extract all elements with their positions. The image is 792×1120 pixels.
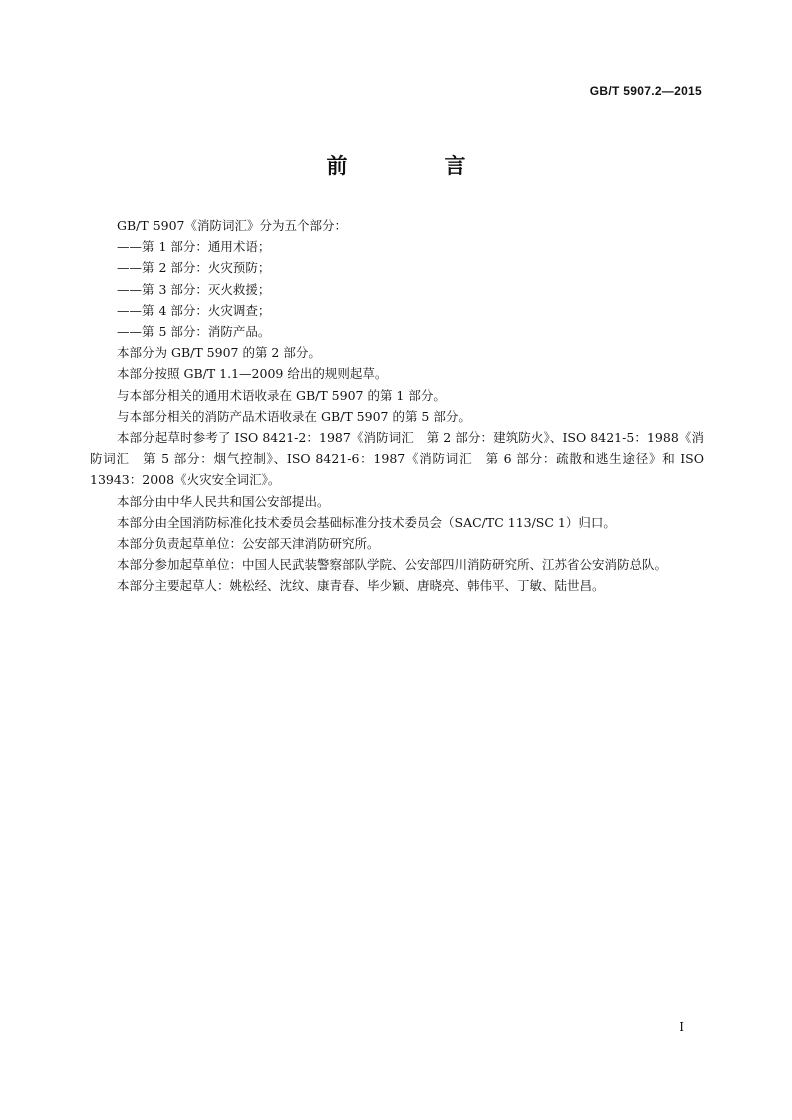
list-item-part-3: ——第 3 部分：灭火救援； [117,281,271,297]
paragraph-product-terms: 与本部分相关的消防产品术语收录在 GB/T 5907 的第 5 部分。 [117,408,471,424]
paragraph-general-terms: 与本部分相关的通用术语收录在 GB/T 5907 的第 1 部分。 [117,387,446,403]
paragraph-intro: GB/T 5907《消防词汇》分为五个部分： [117,218,348,233]
paragraph-drafters: 本部分主要起草人：姚松经、沈纹、康青春、毕少颖、唐晓亮、韩伟平、丁敏、陆世昌。 [117,578,605,594]
paragraph-part-statement: 本部分为 GB/T 5907 的第 2 部分。 [117,345,321,361]
list-item-part-4: ——第 4 部分：火灾调查； [117,302,271,318]
paragraph-lead-drafter: 本部分负责起草单位：公安部天津消防研究所。 [117,536,380,552]
paragraph-committee: 本部分由全国消防标准化技术委员会基础标准分技术委员会（SAC/TC 113/SC 1）归口。 [117,514,616,530]
foreword-body [90,215,704,597]
page-number: I [679,1020,684,1034]
page-title: 前 言 [326,154,504,178]
list-item-part-5: ——第 5 部分：消防产品。 [117,324,271,340]
standard-code-header: GB/T 5907.2—2015 [589,84,702,98]
list-item-part-1: ——第 1 部分：通用术语； [117,239,271,255]
list-item-part-2: ——第 2 部分：火灾预防； [117,260,271,276]
paragraph-participating-units: 本部分参加起草单位：中国人民武装警察部队学院、公安部四川消防研究所、江苏省公安消防总队。 [117,557,668,573]
paragraph-drafting-rules: 本部分按照 GB/T 1.1—2009 给出的规则起草。 [117,366,388,382]
paragraph-proposer: 本部分由中华人民共和国公安部提出。 [117,493,330,509]
paragraph-references: 本部分起草时参考了 ISO 8421-2：1987《消防词汇 第 2 部分：建筑防火》、ISO 8421-5：1988《消防词汇 第 5 部分：烟气控制》、ISO 8421-6：1987《消防词汇 第 6 部分：疏散和逃生途径》和 ISO 13943：2008《火灾安全词汇》。 [90,430,704,488]
